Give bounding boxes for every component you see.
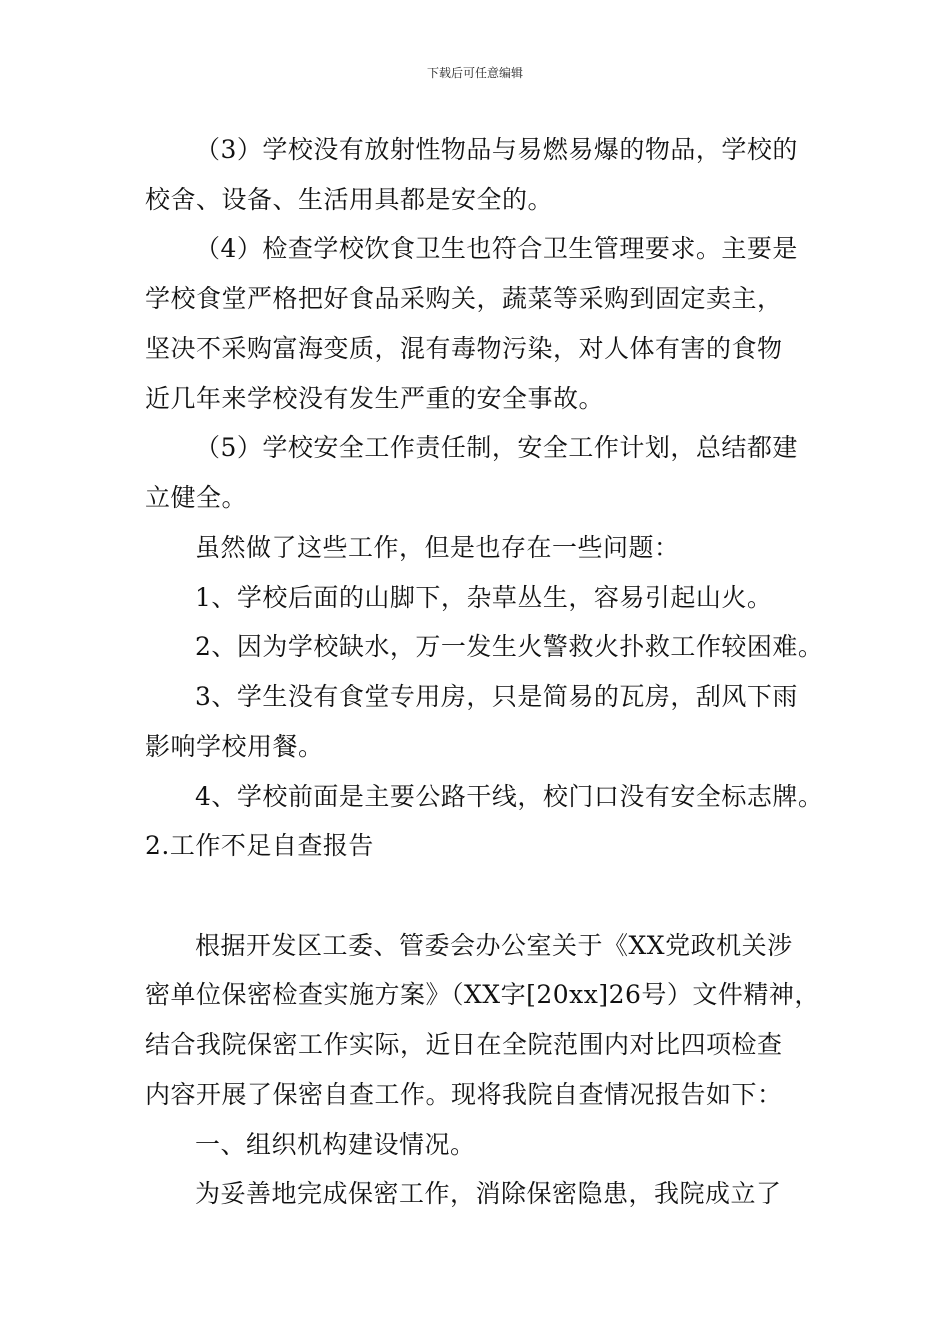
list-item: 3、学生没有食堂专用房，只是简易的瓦房，刮风下雨 (195, 682, 798, 711)
list-item: 1、学校后面的山脚下，杂草丛生，容易引起山火。 (195, 583, 773, 612)
paragraph-line: 为妥善地完成保密工作，消除保密隐患，我院成立了 (195, 1179, 782, 1208)
paragraph-line: 坚决不采购富海变质，混有毒物污染，对人体有害的食物 (145, 334, 783, 363)
subsection-heading: 一、组织机构建设情况。 (195, 1130, 476, 1159)
paragraph-line: 根据开发区工委、管委会办公室关于《XX党政机关涉 (195, 931, 793, 960)
paragraph-line: 近几年来学校没有发生严重的安全事故。 (145, 384, 605, 413)
section-heading: 2.工作不足自查报告 (145, 831, 374, 860)
paragraph-line: 校舍、设备、生活用具都是安全的。 (145, 185, 554, 214)
paragraph-line: 结合我院保密工作实际，近日在全院范围内对比四项检查 (145, 1030, 783, 1059)
list-item: 2、因为学校缺水，万一发生火警救火扑救工作较困难。 (195, 632, 824, 661)
paragraph-line: （4）检查学校饮食卫生也符合卫生管理要求。主要是 (195, 234, 798, 263)
list-item: 4、学校前面是主要公路干线，校门口没有安全标志牌。 (195, 782, 824, 811)
page-header-note: 下载后可任意编辑 (426, 66, 523, 80)
paragraph-line: 密单位保密检查实施方案》（XX字[20xx]26号）文件精神， (145, 980, 820, 1009)
paragraph-line: 立健全。 (145, 483, 248, 512)
paragraph-line: 内容开展了保密自查工作。现将我院自查情况报告如下： (145, 1080, 783, 1109)
paragraph-line: 虽然做了这些工作，但是也存在一些问题： (195, 533, 680, 562)
paragraph-line: （3）学校没有放射性物品与易燃易爆的物品，学校的 (195, 135, 798, 164)
paragraph-line: （5）学校安全工作责任制，安全工作计划，总结都建 (195, 433, 798, 462)
list-item: 影响学校用餐。 (145, 732, 324, 761)
paragraph-line: 学校食堂严格把好食品采购关，蔬菜等采购到固定卖主， (145, 284, 783, 313)
